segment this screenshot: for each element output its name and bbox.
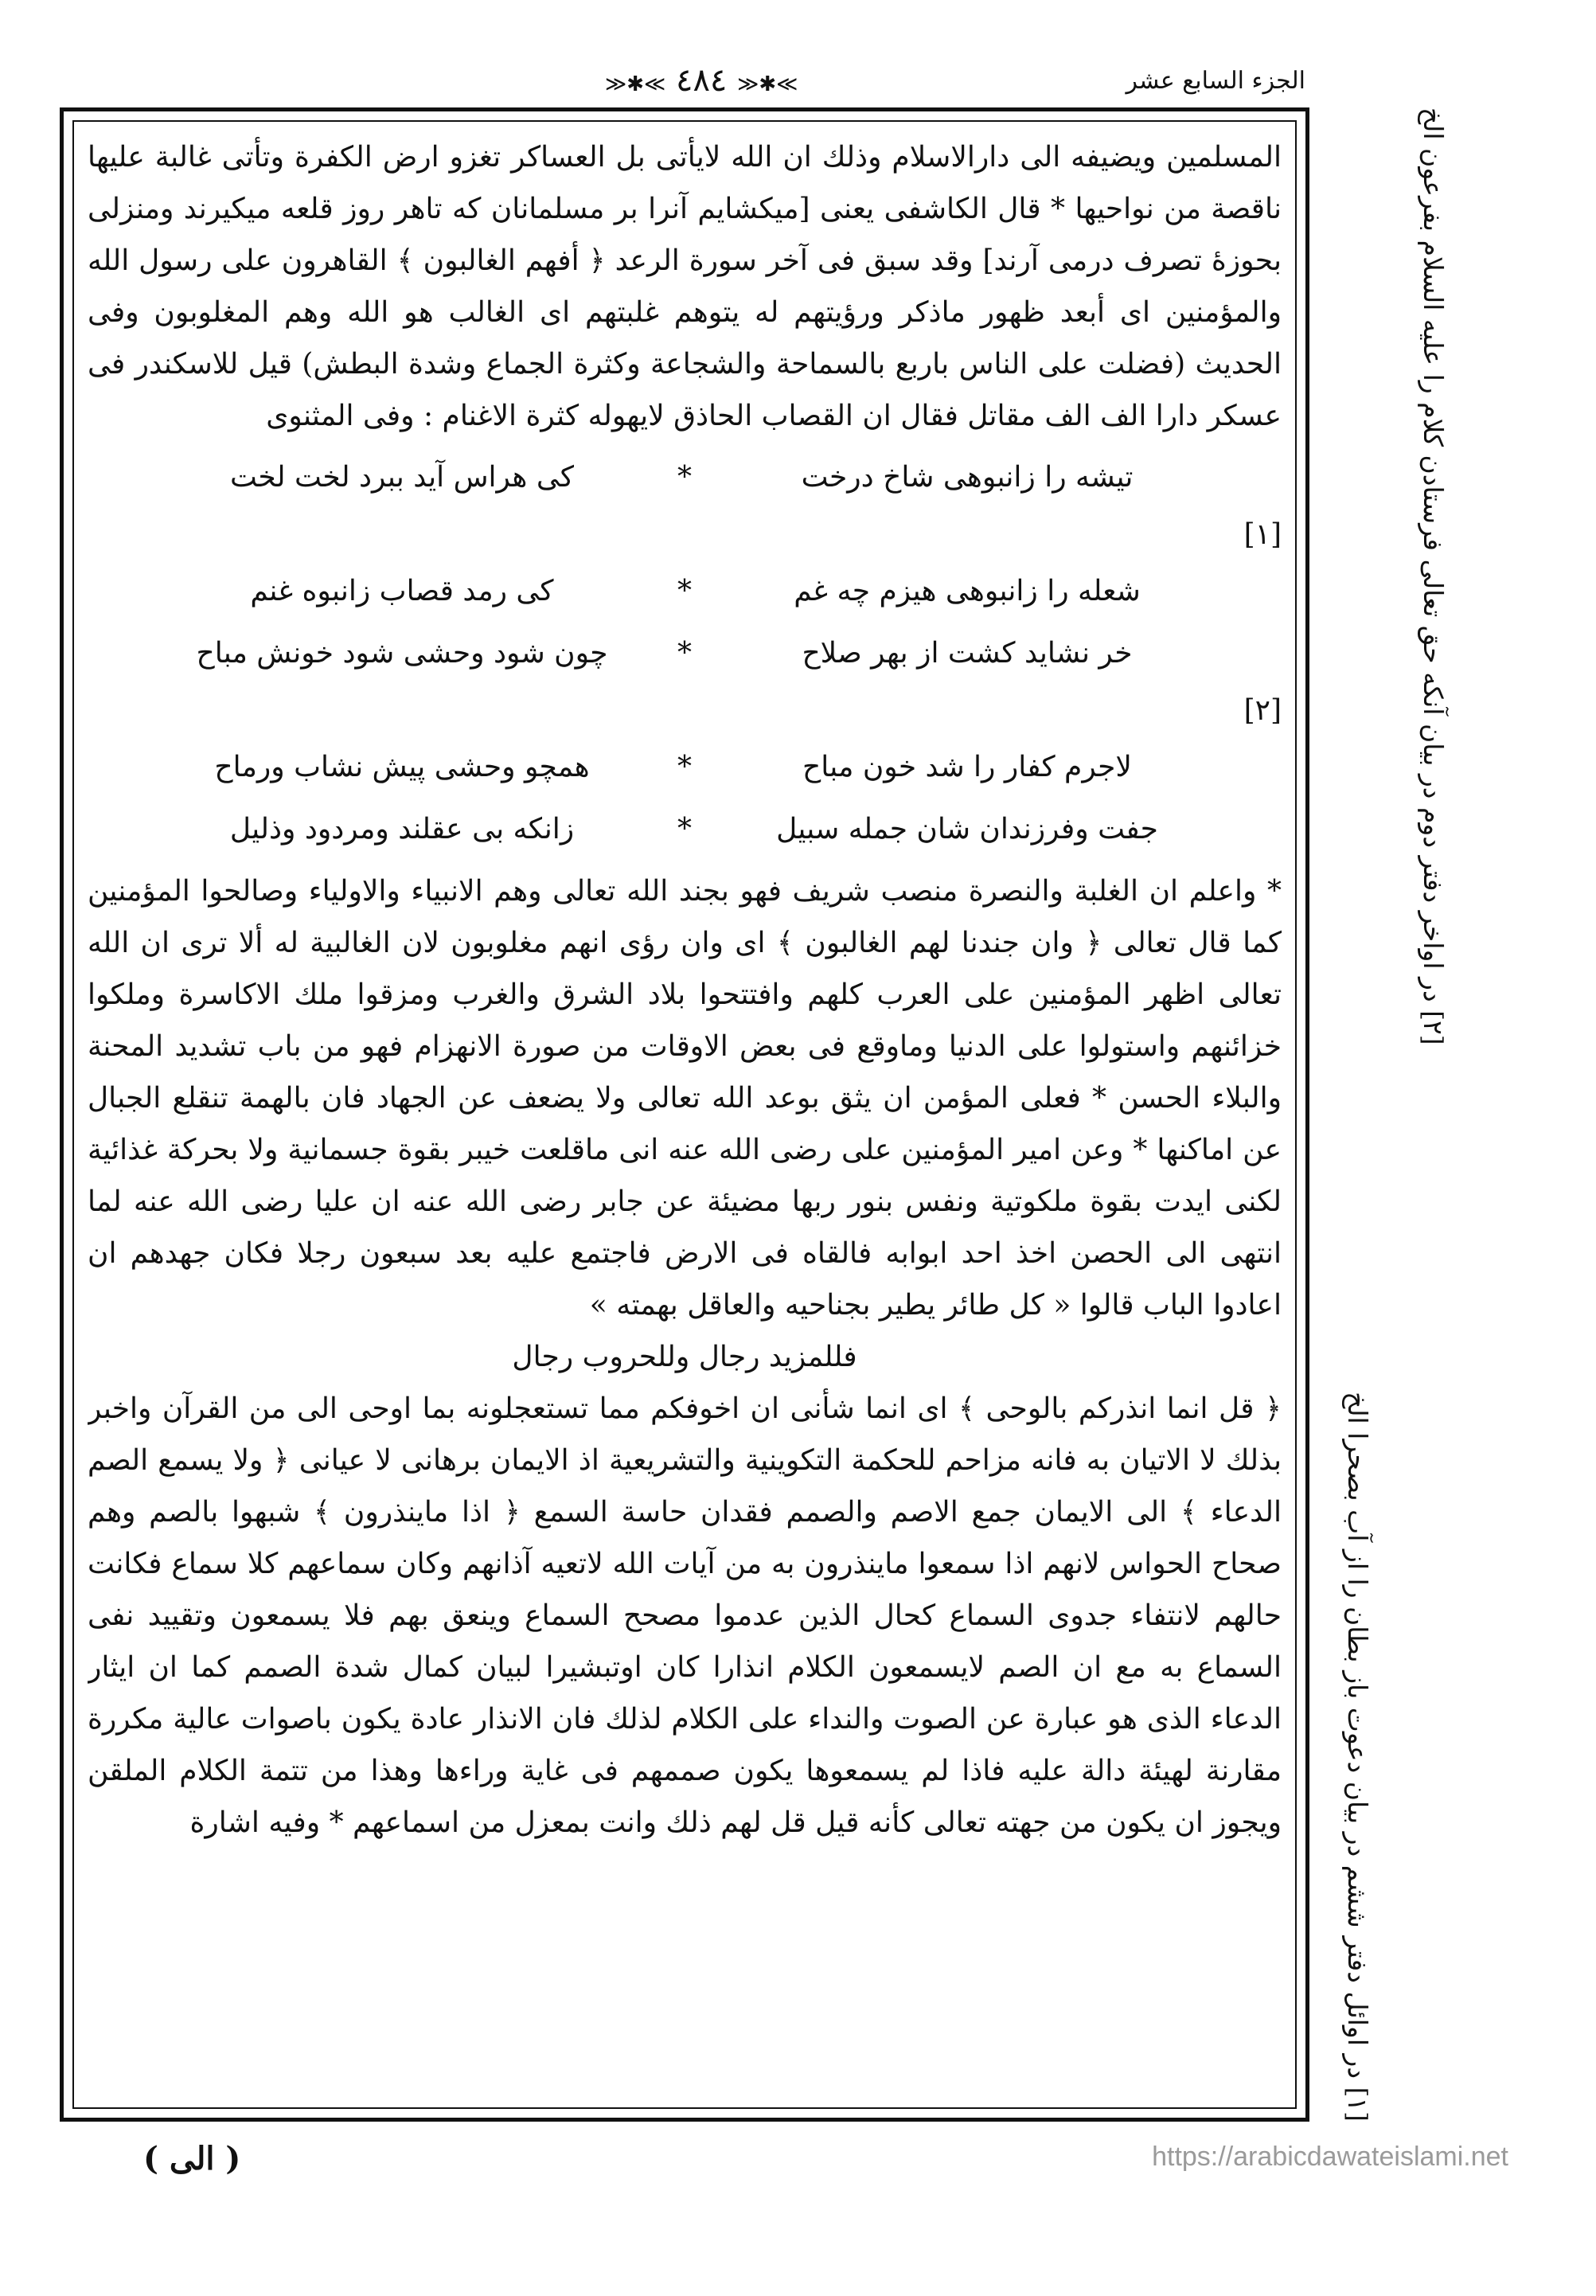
verse-5 [88, 799, 1282, 861]
verse-3 [88, 623, 1282, 736]
paragraph-2: * واعلم ان الغلبة والنصرة منصب شريف فهو بجند الله تعالى وهم الانبياء والاولياء وصالحوا المؤمنين كما قال تعالى ﴿ وان جندنا لهم الغالبون ﴾ اى وان رؤى انهم مغلوبون لان الغالبية له ألا ترى ان الله تعالى اظهر المؤمنين على العرب كلهم وافتتحوا بلاد الشرق والغرب ومزقوا ملك الاكاسرة وملكوا خزائنهم واستولوا على الدنيا وماوقع فى بعض الاوقات من صورة الانهزام فهو من باب تشديد المحنة والبلاء الحسن * فعلى المؤمن ان يثق بوعد الله تعالى ولا يضعف عن الجهاد فان بالهمة تنقلع الجبال عن اماكنها * وعن امير المؤمنين على رضى الله عنه انى ماقلعت خيبر بقوة جسمانية ولا بحركة غذائية لكنى ايدت بقوة ملكوتية ونفس بنور ربها مضيئة عن جابر رضى الله عنه ان عليا رضى الله عنه لما انتهى الى الحصن اخذ احد ابوابه فالقاه فى الارض فاجتمع عليه بعد سبعون رجلا فكان جهدهم ان اعادوا الباب قالوا « كل طائر يطير بجناحيه والعاقل بهمته » [88, 875, 1282, 1322]
verse-3-right: خر نشايد كشت از بهر صلاح [802, 637, 1133, 670]
footnote-marker-1: [١] [1243, 518, 1282, 551]
mathnawi-verses [88, 447, 1282, 861]
catchword: ( الى ) [143, 2140, 241, 2177]
footnote-marker-2: [٢] [1243, 694, 1282, 727]
paragraph-3: ﴿ قل انما انذركم بالوحى ﴾ اى انما شأنى ان اخوفكم مما تستعجلونه بما اوحى الى من القرآن واخبر بذلك لا الاتيان به فانه مزاحم للحكمة التكوينية والتشريعية اذ الايمان برهانى لا عيانى ﴿ ولا يسمع الصم الدعاء ﴾ الى الايمان جمع الاصم والصمم فقدان حاسة السمع ﴿ اذا ماينذرون ﴾ شبهوا بالصم وهم صحاح الحواس لانهم اذا سمعوا ماينذرون به من آيات الله لاتعيه آذانهم وكان سماعهم كلا سماع فكانت حالهم لانتفاء جدوى السماع كحال الذين عدموا مصحح السماع وينعق بهم فلا يسمعون وتقييد نفى السماع به مع ان الصم لايسمعون الكلام انذارا كان اوتبشيرا لبيان كمال شدة الصمم كما ان ايثار الدعاء الذى هو عبارة عن الصوت والنداء على الكلام لذلك فان الانذار عادة يكون باصوات عالية مكررة مقارنة لهيئة دالة عليه فاذا لم يسمعوها يكون صممهم فى غاية وراءها وهذا من تتمة الكلام الملقن ويجوز ان يكون من جهته تعالى كأنه قيل قل لهم ذلك وانت بمعزل من اسماعهم * وفيه اشارة [88, 1392, 1282, 1839]
margin-notes [1321, 107, 1393, 2122]
ornament-left: ≫✱≪ [605, 72, 666, 96]
page-header [48, 62, 1544, 110]
verse-4-left: همچو وحشى پيش نشاب ورماح [214, 751, 590, 783]
verse-separator: * [677, 461, 692, 494]
verse-1-left: كى هراس آيد ببرد لخت لخت [230, 461, 574, 494]
verse-4 [88, 736, 1282, 799]
part-title: الجزء السابع عشر [1126, 67, 1305, 95]
page-number-block [605, 62, 798, 99]
centered-verse-line: فللمزيد رجال وللحروب رجال [512, 1341, 857, 1373]
verse-3-left: چون شود وحشى شود خونش مباح [196, 637, 608, 670]
verse-1 [88, 447, 1282, 560]
verse-separator: * [677, 751, 692, 783]
verse-5-right: جفت وفرزندان شان جمله سبيل [776, 813, 1158, 845]
verse-5-left: زانكه بى عقلند ومردود وذليل [229, 813, 575, 845]
verse-2-left: كى رمد قصاب زانبوه غنم [250, 575, 554, 607]
verse-separator: * [677, 575, 692, 607]
verse-4-right: لاجرم كفار را شد خون مباح [802, 751, 1132, 783]
page-number: ٤٨٤ [675, 62, 728, 99]
verse-2-right: شعله را زانبوهى هيزم چه غم [794, 575, 1141, 607]
margin-note-1: [١] در اوائل دفتر ششم در بيان دعوت باز بطان را از آب بصحرا الخ [1342, 1392, 1373, 2122]
paragraph-1: المسلمين ويضيفه الى دارالاسلام وذلك ان الله لايأتى بل العساكر تغزو ارض الكفرة وتأتى غالبة عليها ناقصة من نواحيها * قال الكاشفى يعنى [ميكشايم آنرا بر مسلمانان كه تاهر روز قلعه ميكيرند ومنزلى بحوزۀ تصرف درمى آرند] وقد سبق فى آخر سورة الرعد ﴿ أفهم الغالبون ﴾ القاهرون على رسول الله والمؤمنين اى أبعد ظهور ماذكر ورؤيتهم له يتوهم غلبتهم اى الغالب هو الله وهم المغلوبون وفى الحديث (فضلت على الناس باربع بالسماحة والشجاعة وكثرة الجماع وشدة البطش) قيل للاسكندر فى عسكر دارا الف الف مقاتل فقال ان القصاب الحاذق لايهوله كثرة الاغنام : وفى المثنوى [88, 141, 1282, 432]
main-text [88, 131, 1282, 2098]
verse-separator: * [677, 637, 692, 670]
verse-1-right: تيشه را زانبوهى شاخ درخت [801, 461, 1134, 494]
verse-2 [88, 560, 1282, 623]
ornament-right: ≫✱≪ [737, 72, 798, 96]
margin-note-2: [٢] در اواخر دفتر دوم در بيان آنكه حق تعالى فرستادن كلام را عليه السلام بفرعون الخ [1418, 107, 1449, 1045]
watermark-url: https://arabicdawateislami.net [1152, 2142, 1508, 2172]
verse-separator: * [677, 813, 692, 845]
margin-notes-2 [1397, 107, 1469, 2122]
